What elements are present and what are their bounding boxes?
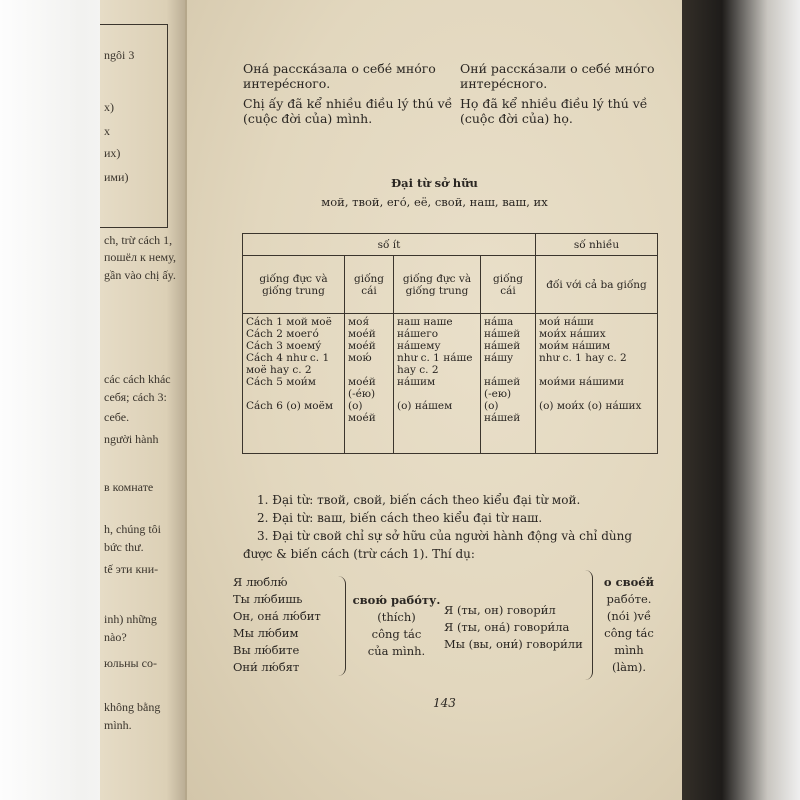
rule-3b: được & biến cách (trừ cách 1). Thí dụ: [243,547,475,561]
subject-line: Я люблю́ [233,575,288,589]
example-ru-right: Они́ расска́зали о себе́ мно́го интере́сного. [460,61,655,91]
example1-subjects [233,574,345,676]
subject-line: Он, она́ лю́бит [233,609,321,623]
object-vi: của mình. [367,644,426,658]
verb-line: Я (ты, она́) говори́ла [444,620,570,634]
left-line: ch, trừ cách 1, [104,233,173,247]
example2-object [595,574,663,676]
left-line: ngôi 3 [104,48,135,62]
object-ru: рабо́те. [606,592,652,606]
fem-forms: моя́ моéй моéй мою́ моéй (-éю) (о) моéй [345,314,394,454]
left-line: юльны со- [104,656,157,670]
declension-table [242,233,658,454]
section-pronouns: мой, твой, его́, её, свой, наш, ваш, их [321,195,548,209]
left-line: người hành [104,432,159,446]
object-ru: свою́ рабо́ту. [352,593,441,607]
left-page [100,0,195,800]
col-all-genders: đối với cả ba giống [536,256,658,314]
example-ru-left: Она́ расска́зала о себе́ мно́го интере́сного. [243,61,436,91]
object-vi: công tác [371,627,422,641]
header-singular: số ít [243,234,536,256]
left-line: в комнате [104,480,154,494]
left-line: nào? [104,630,127,644]
left-line: их) [104,146,121,160]
left-line: mình. [104,718,132,732]
object-vi: (làm). [611,660,647,674]
left-line: các cách khác [104,372,171,386]
object-vi: (thích) [377,610,416,624]
col-fem: giống cái [345,256,394,314]
case-labels: Cách 1 мой моё Cách 2 моего́ Cách 3 моему́ Cách 4 như c. 1 моё hay c. 2 Cách 5 мои́м Cách 6 (о) моём [243,314,345,454]
object-vi: công tác [604,626,654,640]
plural-forms: мои́ на́ши мои́х на́ших мои́м на́шим như c. 1 hay c. 2 мои́ми на́шими (о) мои́х (о) на́ших [536,314,658,454]
rule-1: 1. Đại từ: твой, свой, biến cách theo kiểu đại từ мой. [257,493,581,507]
example2-lines [444,602,594,653]
verb-line: Мы (вы, они́) говори́ли [444,637,583,651]
subject-line: Мы лю́бим [233,626,299,640]
left-line: x [104,124,110,138]
rule-2: 2. Đại từ: ваш, biến cách theo kiểu đại từ наш. [257,511,543,525]
object-ru: о свое́й [603,575,655,589]
left-line: h, chúng tôi [104,522,161,536]
left-line: x) [104,100,114,114]
brace-2 [584,570,593,680]
section-title: Đại từ sở hữu [391,176,478,190]
nash-fem-forms: на́ша на́шей на́шей на́шу на́шей (-ею) (о) на́шей [481,314,536,454]
nash-masc-forms: наш наше на́шего на́шему như c. 1 на́ше hay c. 2 на́шим (о) на́шем [394,314,481,454]
example-vi-right: Họ đã kể nhiều điều lý thú về (cuộc đời của) họ. [460,96,648,126]
right-page [185,0,682,800]
left-line: tế эти кни- [104,562,159,576]
subject-line: Они́ лю́бят [233,660,300,674]
header-plural: số nhiều [536,234,658,256]
example1-object [349,592,444,660]
brace-1 [337,576,346,676]
rule-3a: 3. Đại từ свой chỉ sự sở hữu của người hành động và chỉ dùng [257,529,633,543]
col-masc-neut-2: giống đực và giống trung [394,256,481,314]
col-fem-2: giống cái [481,256,536,314]
col-masc-neut: giống đực và giống trung [243,256,345,314]
left-line: gần vào chị ấy. [104,268,176,282]
left-line: себя; cách 3: [104,390,167,404]
left-line: inh) những [104,612,157,626]
left-line: không bằng [104,700,161,714]
verb-line: Я (ты, он) говори́л [444,603,556,617]
subject-line: Ты лю́бишь [233,592,303,606]
book-edge [670,0,800,800]
subject-line: Вы лю́бите [233,643,300,657]
page-number: 143 [433,696,456,710]
left-line: пошёл к нему, [104,250,176,264]
object-vi: mình [614,643,644,657]
object-vi: (nói )về [606,609,652,623]
example-vi-left: Chị ấy đã kể nhiều điều lý thú về (cuộc đời của) mình. [243,96,453,126]
left-line: ими) [104,170,129,184]
left-line: себе. [104,410,130,424]
left-line: bức thư. [104,540,144,554]
